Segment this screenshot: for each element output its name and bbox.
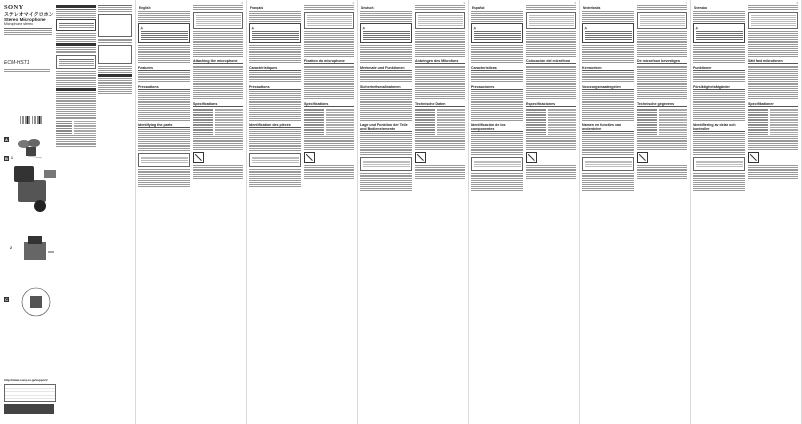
section-heading: Sicherheitsmaßnahmen xyxy=(360,85,412,90)
title-en: Stereo Microphone xyxy=(4,17,46,22)
section-heading: Funktioner xyxy=(693,66,745,71)
panel-german xyxy=(358,0,468,424)
note-box xyxy=(526,12,576,29)
warning-box: ⚠ xyxy=(693,23,745,43)
warning-box: ⚠ xyxy=(471,23,523,43)
recycling-bin-icon xyxy=(637,152,648,163)
note-box xyxy=(360,157,412,171)
recycling-bin-icon xyxy=(415,152,426,163)
note-box xyxy=(637,12,687,29)
note-box xyxy=(748,12,798,29)
recycling-bin-icon xyxy=(304,152,315,163)
note-box xyxy=(693,157,745,171)
jp-column-2 xyxy=(98,4,132,95)
language-heading: Español xyxy=(472,6,485,10)
section-heading: Attaching the microphone xyxy=(193,59,243,64)
section-heading: Kenmerken xyxy=(582,66,634,71)
spec-table xyxy=(193,109,243,135)
language-heading: Français xyxy=(250,6,264,10)
warning-box: ⚠ xyxy=(582,23,634,43)
title-jp: ステレオマイクロホン xyxy=(4,12,54,18)
page-number: 3 xyxy=(241,2,243,5)
panel-swedish xyxy=(691,0,801,424)
section-heading: Features xyxy=(138,66,190,71)
section-heading: Specifikationer xyxy=(748,102,798,107)
page-number: 4 xyxy=(352,2,354,5)
spec-table xyxy=(304,109,354,135)
figure-label-a: A xyxy=(5,137,8,142)
page-number: 5 xyxy=(463,2,465,5)
section-heading: Identifying the parts xyxy=(138,123,190,128)
section-heading: Voorzorgsmaatregelen xyxy=(582,85,634,90)
page-number: 6 xyxy=(574,2,576,5)
section-heading: Namen en functies van onderdelen xyxy=(582,123,634,132)
section-heading: Merkmale und Funktionen xyxy=(360,66,412,71)
section-heading: Lage und Funktion der Teile und Bedienelemente xyxy=(360,123,412,132)
note-box xyxy=(471,157,523,171)
warning-box: ⚠ xyxy=(249,23,301,43)
support-url: http://www.sony.co.jp/support/ xyxy=(4,378,48,382)
recycling-bin-icon xyxy=(526,152,537,163)
section-heading: Características xyxy=(471,66,523,71)
language-heading: Nederlands xyxy=(583,6,601,10)
section-heading: Colocación del micrófono xyxy=(526,59,576,64)
figure-label-c: C xyxy=(5,297,8,302)
recycling-bin-icon xyxy=(748,152,759,163)
figure-number-2: 2 xyxy=(10,246,12,250)
note-box xyxy=(138,153,190,167)
section-heading: Identificación de los componentes xyxy=(471,123,523,132)
barcode xyxy=(20,116,44,124)
brand-logo: SONY xyxy=(4,4,24,11)
section-heading: Technische gegevens xyxy=(637,102,687,107)
title-fr: Microphone stéréo xyxy=(4,22,33,26)
figure-c-diagram xyxy=(14,280,58,324)
panel-english xyxy=(136,0,246,424)
note-box xyxy=(193,12,243,29)
figure-a-microphone xyxy=(12,134,52,160)
panel-spanish xyxy=(469,0,579,424)
section-heading: Identification des pièces xyxy=(249,123,301,128)
jp-footer-bar xyxy=(4,404,54,414)
section-heading: Precauciones xyxy=(471,85,523,90)
language-heading: English xyxy=(139,6,151,10)
spec-table xyxy=(748,109,798,135)
figure-label-b: B xyxy=(5,156,8,161)
panel-french xyxy=(247,0,357,424)
note-box xyxy=(249,153,301,167)
section-heading: Especificaciones xyxy=(526,102,576,107)
warning-box: ⚠ xyxy=(360,23,412,43)
section-heading: De microfoon bevestigen xyxy=(637,59,687,64)
section-heading: Sätt fast mikrofonen xyxy=(748,59,798,64)
note-box xyxy=(415,12,465,29)
section-heading: Identifiering av delar och kontroller xyxy=(693,123,745,132)
section-heading: Precautions xyxy=(138,85,190,90)
section-heading: Caractéristiques xyxy=(249,66,301,71)
note-box xyxy=(304,12,354,29)
recycling-bin-icon xyxy=(193,152,204,163)
spec-table xyxy=(637,109,687,135)
section-heading: Technische Daten xyxy=(415,102,465,107)
model-number: ECM-HST1 xyxy=(4,60,30,66)
panel-dutch xyxy=(580,0,690,424)
section-heading: Précautions xyxy=(249,85,301,90)
spec-table xyxy=(526,109,576,135)
figure-number-1: 1 xyxy=(11,156,13,160)
note-box xyxy=(582,157,634,171)
spec-table xyxy=(415,109,465,135)
page-number: 7 xyxy=(685,2,687,5)
language-heading: Svenska xyxy=(694,6,707,10)
page-number: 8 xyxy=(796,2,798,5)
figure-b2-step xyxy=(18,232,58,272)
jp-column-1 xyxy=(56,4,96,148)
figure-b-camera xyxy=(10,160,60,220)
jp-footer-table xyxy=(4,384,56,402)
section-heading: Försiktighetsåtgärder xyxy=(693,85,745,90)
cover-panel xyxy=(0,0,134,424)
section-heading: Fixation du microphone xyxy=(304,59,354,64)
language-heading: Deutsch xyxy=(361,6,374,10)
section-heading: Spécifications xyxy=(304,102,354,107)
section-heading: Anbringen des Mikrofons xyxy=(415,59,465,64)
section-heading: Specifications xyxy=(193,102,243,107)
warning-box: ⚠ xyxy=(138,23,190,43)
